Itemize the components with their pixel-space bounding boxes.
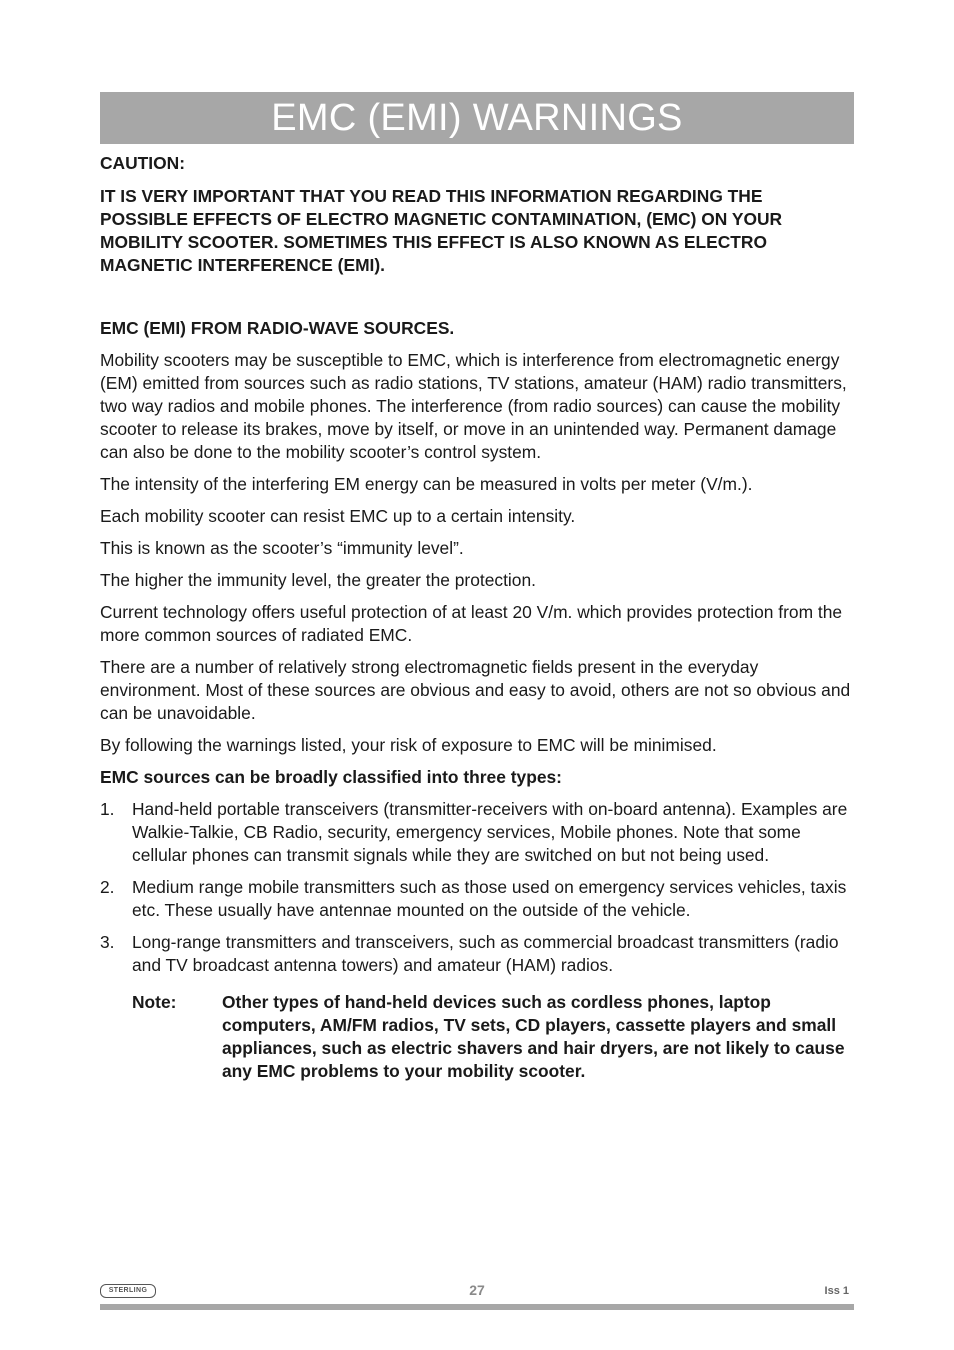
list-text: Medium range mobile transmitters such as those used on emergency services vehicles, taxis etc. These usually have antennae mounted on the outside of the vehicle. [132, 877, 847, 920]
paragraph: The higher the immunity level, the greater the protection. [100, 570, 536, 590]
list-number: 3. [100, 932, 115, 952]
list-number: 2. [100, 877, 115, 897]
page-number: 27 [469, 1282, 485, 1298]
title-bar [100, 92, 854, 144]
list-item [100, 931, 854, 977]
paragraph: This is known as the scooter’s “immunity level”. [100, 538, 464, 558]
paragraph: By following the warnings listed, your risk of exposure to EMC will be minimised. [100, 735, 717, 755]
caution-text: IT IS VERY IMPORTANT THAT YOU READ THIS INFORMATION REGARDING THE POSSIBLE EFFECTS OF ELECTRO MAGNETIC CONTAMINATION, (EMC) ON YOUR MOBILITY SCOOTER. SOMETIMES THIS EFFECT IS ALSO KNOWN AS ELECTRO MAGNETIC INTERFERENCE (EMI). [100, 186, 783, 275]
page-title: EMC (EMI) WARNINGS [271, 96, 683, 139]
caution-heading: CAUTION: [100, 153, 186, 173]
note-text: Other types of hand-held devices such as cordless phones, laptop computers, AM/FM radios, TV sets, CD players, cassette players and small appliances, such as electric shavers and hair dryers, are not likely to cause any EMC problems to your mobility scooter. [222, 992, 845, 1081]
footer-rule [100, 1304, 854, 1310]
list-item [100, 798, 854, 867]
list-text: Long-range transmitters and transceivers, such as commercial broadcast transmitters (radio and TV broadcast antenna towers) and amateur (HAM) radios. [132, 932, 839, 975]
note-block [132, 991, 854, 1083]
list-text: Hand-held portable transceivers (transmitter-receivers with on-board antenna). Examples are Walkie-Talkie, CB Radio, security, emergency services, Mobile phones. Note that some cellular phones can transmit signals while they are switched on but not being used. [132, 799, 848, 865]
note-label: Note: [132, 992, 177, 1012]
brand-logo: STERLING [100, 1284, 156, 1298]
paragraph: There are a number of relatively strong electromagnetic fields present in the everyday environment. Most of these sources are obvious and easy to avoid, others are not so obvious and can be unavoidable. [100, 657, 851, 723]
paragraph: Each mobility scooter can resist EMC up to a certain intensity. [100, 506, 576, 526]
issue-label: Iss 1 [824, 1285, 849, 1297]
paragraph: The intensity of the interfering EM energy can be measured in volts per meter (V/m.). [100, 474, 753, 494]
emc-types-list [100, 798, 854, 977]
paragraph: Current technology offers useful protection of at least 20 V/m. which provides protection from the more common sources of radiated EMC. [100, 602, 843, 645]
types-heading: EMC sources can be broadly classified into three types: [100, 767, 562, 787]
section-heading: EMC (EMI) FROM RADIO-WAVE SOURCES. [100, 318, 455, 338]
paragraph: Mobility scooters may be susceptible to EMC, which is interference from electromagnetic energy (EM) emitted from sources such as radio stations, TV stations, amateur (HAM) radio transmitters, two way radios and mobile phones. The interference (from radio sources) can cause the mobility scooter to release its brakes, move by itself, or move in an unintended way. Permanent damage can also be done to the mobility scooter’s control system. [100, 350, 847, 462]
list-item [100, 876, 854, 922]
document-body [100, 152, 854, 1083]
list-number: 1. [100, 799, 115, 819]
